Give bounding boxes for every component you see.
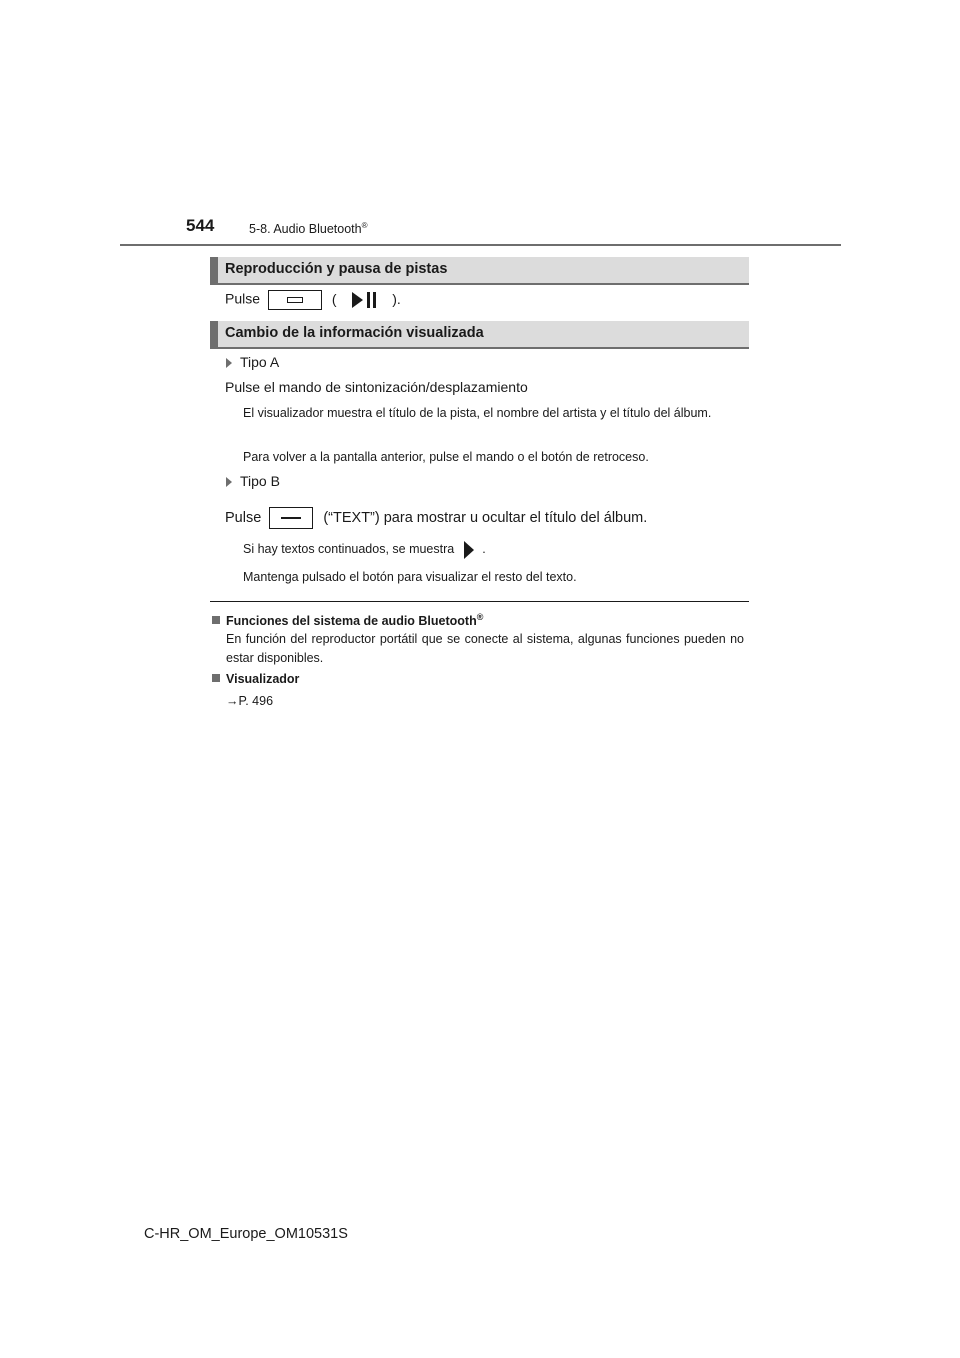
type-b-note-2: Mantenga pulsado el botón para visualizar el resto del texto.: [243, 570, 577, 584]
pulse-text: Pulse: [225, 509, 262, 526]
section-reference: [249, 221, 368, 236]
open-paren: (: [331, 290, 337, 307]
type-a-note-2: Para volver a la pantalla anterior, pulse el mando o el botón de retroceso.: [243, 450, 649, 464]
heading-accent: [210, 321, 218, 347]
play-pause-instruction: [225, 290, 401, 310]
type-a-instruction: Pulse el mando de sintonización/desplazamiento: [225, 379, 528, 395]
close-paren: ).: [392, 290, 401, 307]
heading-text: Cambio de la información visualizada: [225, 325, 484, 341]
note-period: .: [482, 542, 486, 556]
note-title-text: Visualizador: [226, 672, 300, 686]
continuation-arrow-icon: [464, 541, 474, 559]
type-a-text: Tipo A: [240, 354, 280, 370]
heading-play-pause: [210, 257, 749, 285]
type-b-note-1: [243, 540, 486, 559]
heading-text: Reproducción y pausa de pistas: [225, 261, 448, 277]
registered-mark: ®: [361, 221, 368, 230]
registered-mark: ®: [476, 612, 484, 622]
type-b-instruction-text: (“TEXT”) para mostrar u ocultar el título del álbum.: [323, 509, 648, 526]
header-rule: [120, 244, 841, 246]
triangle-bullet-icon: [226, 358, 232, 368]
heading-display-change: [210, 321, 749, 349]
type-b-text: Tipo B: [240, 473, 280, 489]
type-a-note-1: El visualizador muestra el título de la pista, el nombre del artista y el título del álbum.: [243, 406, 712, 420]
steering-button-icon: [268, 290, 322, 310]
heading-accent: [210, 257, 218, 283]
note-text: Si hay textos continuados, se muestra: [243, 542, 455, 556]
note-functions-body: En función del reproductor portátil que se conecte al sistema, algunas funciones pueden no estar disponibles.: [226, 632, 744, 665]
note-title-text: Funciones del sistema de audio Bluetooth: [226, 614, 477, 629]
section-divider: [210, 601, 749, 602]
note-display-title: [212, 672, 299, 686]
triangle-bullet-icon: [226, 477, 232, 487]
square-bullet-icon: [212, 616, 220, 624]
type-b-instruction: [225, 507, 647, 529]
play-pause-icon: [352, 292, 378, 308]
pulse-text: Pulse: [225, 290, 261, 307]
page-number: 544: [186, 216, 215, 235]
button-mark-icon: [287, 297, 303, 303]
document-id: C-HR_OM_Europe_OM10531S: [144, 1226, 348, 1242]
page-reference-link[interactable]: →P. 496: [226, 694, 274, 708]
type-b-label: [226, 473, 280, 489]
note-functions-title: [212, 612, 483, 628]
square-bullet-icon: [212, 674, 220, 682]
button-mark-icon: [281, 517, 301, 519]
text-button-icon: [269, 507, 313, 529]
type-a-label: [226, 354, 279, 370]
section-title: 5-8. Audio Bluetooth: [249, 222, 362, 237]
